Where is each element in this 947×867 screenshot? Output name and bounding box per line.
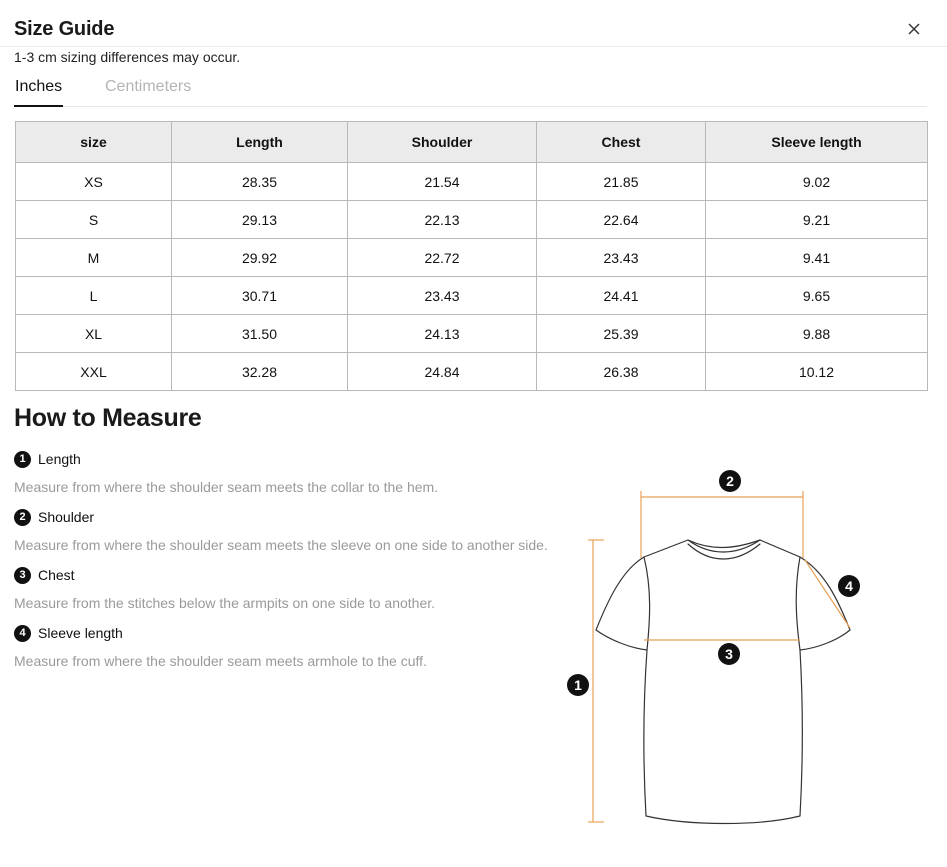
column-header: Chest — [537, 122, 706, 163]
tshirt-measurement-diagram — [560, 460, 940, 840]
table-row — [16, 201, 928, 239]
measure-item-name: Length — [38, 451, 81, 467]
table-cell: 24.84 — [348, 353, 537, 391]
table-cell: 32.28 — [172, 353, 348, 391]
column-header: Sleeve length — [706, 122, 928, 163]
table-cell: 10.12 — [706, 353, 928, 391]
measure-item-name: Sleeve length — [38, 625, 123, 641]
table-cell: 22.13 — [348, 201, 537, 239]
table-row — [16, 315, 928, 353]
column-header: Length — [172, 122, 348, 163]
number-1-icon: 1 — [14, 451, 31, 468]
table-cell: 29.13 — [172, 201, 348, 239]
table-cell: 29.92 — [172, 239, 348, 277]
measure-item-name: Chest — [38, 567, 75, 583]
table-cell: S — [16, 201, 172, 239]
marker-1 — [567, 674, 589, 696]
table-row — [16, 353, 928, 391]
measure-item-shoulder — [14, 508, 548, 553]
number-4-icon: 4 — [14, 625, 31, 642]
table-cell: 22.64 — [537, 201, 706, 239]
svg-text:4: 4 — [845, 578, 853, 594]
svg-text:1: 1 — [574, 677, 582, 693]
table-cell: 24.13 — [348, 315, 537, 353]
marker-3 — [718, 643, 740, 665]
table-cell: XXL — [16, 353, 172, 391]
unit-tabs — [14, 78, 927, 107]
svg-text:3: 3 — [725, 646, 733, 662]
measure-item-name: Shoulder — [38, 509, 95, 525]
table-cell: 21.54 — [348, 163, 537, 201]
table-cell: XL — [16, 315, 172, 353]
table-cell: 26.38 — [537, 353, 706, 391]
number-2-icon: 2 — [14, 509, 31, 526]
tab-inches[interactable]: Inches — [14, 78, 63, 107]
svg-text:2: 2 — [726, 473, 734, 489]
measure-item-description: Measure from the stitches below the armpits on one side to another. — [14, 595, 436, 611]
table-cell: 9.41 — [706, 239, 928, 277]
how-to-measure-heading: How to Measure — [14, 404, 202, 432]
tshirt-icon — [596, 540, 850, 824]
table-cell: L — [16, 277, 172, 315]
table-cell: 21.85 — [537, 163, 706, 201]
close-icon — [905, 20, 923, 38]
measure-item-description: Measure from where the shoulder seam meets the collar to the hem. — [14, 479, 439, 495]
column-header: size — [16, 122, 172, 163]
marker-4 — [838, 575, 860, 597]
measure-item-length — [14, 450, 438, 495]
table-cell: M — [16, 239, 172, 277]
table-row — [16, 239, 928, 277]
table-cell: 9.65 — [706, 277, 928, 315]
table-row — [16, 163, 928, 201]
measure-item-chest — [14, 566, 435, 611]
table-header-row — [16, 122, 928, 163]
table-cell: 9.02 — [706, 163, 928, 201]
table-cell: 30.71 — [172, 277, 348, 315]
table-cell: 23.43 — [537, 239, 706, 277]
marker-2 — [719, 470, 741, 492]
measure-item-sleeve-length — [14, 624, 427, 669]
size-table — [15, 121, 928, 391]
close-button[interactable] — [905, 20, 923, 38]
table-cell: 28.35 — [172, 163, 348, 201]
table-cell: 9.21 — [706, 201, 928, 239]
number-3-icon: 3 — [14, 567, 31, 584]
tab-centimeters[interactable]: Centimeters — [105, 78, 192, 95]
modal-header — [0, 0, 947, 47]
measure-item-description: Measure from where the shoulder seam meets the sleeve on one side to another side. — [14, 537, 548, 553]
sizing-disclaimer: 1-3 cm sizing differences may occur. — [14, 49, 241, 65]
table-cell: 25.39 — [537, 315, 706, 353]
measure-item-description: Measure from where the shoulder seam meets armhole to the cuff. — [14, 653, 427, 669]
table-cell: 22.72 — [348, 239, 537, 277]
column-header: Shoulder — [348, 122, 537, 163]
page-title: Size Guide — [14, 18, 115, 40]
table-row — [16, 277, 928, 315]
table-cell: 23.43 — [348, 277, 537, 315]
table-cell: 31.50 — [172, 315, 348, 353]
table-cell: 9.88 — [706, 315, 928, 353]
table-cell: XS — [16, 163, 172, 201]
table-cell: 24.41 — [537, 277, 706, 315]
